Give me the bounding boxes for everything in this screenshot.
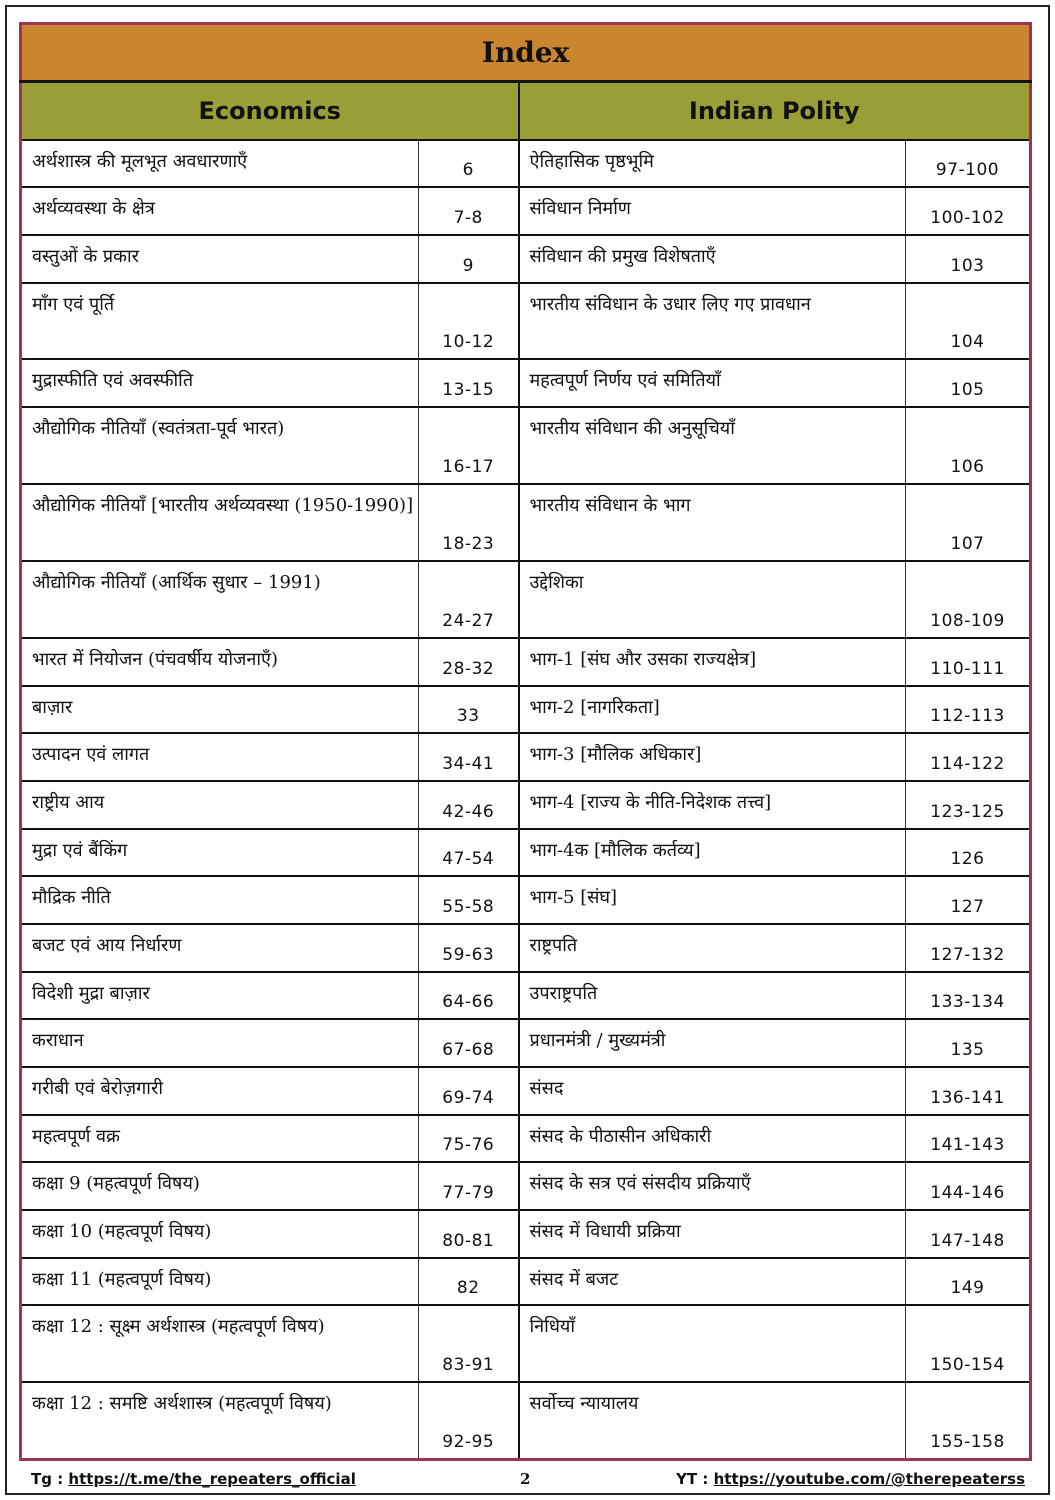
economics-page: 9	[419, 235, 519, 283]
economics-topic: राष्ट्रीय आय	[21, 781, 419, 829]
economics-topic: कक्षा 10 (महत्वपूर्ण विषय)	[21, 1210, 419, 1258]
economics-topic: अर्थशास्त्र की मूलभूत अवधारणाएँ	[21, 140, 419, 188]
index-row	[21, 1305, 1031, 1382]
polity-page: 133-134	[906, 972, 1031, 1020]
economics-page: 55-58	[419, 876, 519, 924]
index-row	[21, 972, 1031, 1020]
polity-topic: संसद में बजट	[519, 1258, 906, 1306]
index-title: Index	[21, 24, 1031, 82]
economics-page: 75-76	[419, 1115, 519, 1163]
polity-topic: संसद में विधायी प्रक्रिया	[519, 1210, 906, 1258]
index-row	[21, 1067, 1031, 1115]
polity-page: 126	[906, 829, 1031, 877]
economics-page: 64-66	[419, 972, 519, 1020]
index-row	[21, 283, 1031, 360]
economics-topic: कक्षा 9 (महत्वपूर्ण विषय)	[21, 1162, 419, 1210]
polity-topic: राष्ट्रपति	[519, 924, 906, 972]
economics-topic: मुद्रा एवं बैंकिंग	[21, 829, 419, 877]
economics-page: 34-41	[419, 733, 519, 781]
index-row	[21, 781, 1031, 829]
economics-topic: महत्वपूर्ण वक्र	[21, 1115, 419, 1163]
polity-topic: संविधान की प्रमुख विशेषताएँ	[519, 235, 906, 283]
economics-page: 42-46	[419, 781, 519, 829]
economics-page: 33	[419, 686, 519, 734]
index-row	[21, 187, 1031, 235]
economics-topic: औद्योगिक नीतियाँ [भारतीय अर्थव्यवस्था (1950-1990)]	[21, 484, 419, 561]
polity-page: 103	[906, 235, 1031, 283]
index-body	[21, 140, 1031, 1460]
polity-page: 123-125	[906, 781, 1031, 829]
economics-page: 13-15	[419, 359, 519, 407]
index-row	[21, 924, 1031, 972]
index-row	[21, 484, 1031, 561]
economics-page: 77-79	[419, 1162, 519, 1210]
footer	[0, 1468, 1055, 1492]
economics-page: 69-74	[419, 1067, 519, 1115]
polity-topic: भारतीय संविधान के भाग	[519, 484, 906, 561]
polity-page: 107	[906, 484, 1031, 561]
polity-topic: निधियाँ	[519, 1305, 906, 1382]
economics-header: Economics	[21, 82, 519, 140]
index-row	[21, 1258, 1031, 1306]
index-row	[21, 829, 1031, 877]
economics-topic: अर्थव्यवस्था के क्षेत्र	[21, 187, 419, 235]
index-row	[21, 1115, 1031, 1163]
telegram-label: Tg :	[31, 1470, 69, 1488]
polity-page: 104	[906, 283, 1031, 360]
telegram-credit	[31, 1470, 356, 1488]
index-row	[21, 733, 1031, 781]
polity-topic: उपराष्ट्रपति	[519, 972, 906, 1020]
polity-page: 149	[906, 1258, 1031, 1306]
economics-page: 83-91	[419, 1305, 519, 1382]
index-row	[21, 235, 1031, 283]
polity-topic: भाग-2 [नागरिकता]	[519, 686, 906, 734]
index-row	[21, 359, 1031, 407]
polity-topic: संसद	[519, 1067, 906, 1115]
polity-topic: सर्वोच्च न्यायालय	[519, 1382, 906, 1459]
polity-topic: भाग-3 [मौलिक अधिकार]	[519, 733, 906, 781]
index-table	[19, 22, 1032, 1461]
economics-page: 7-8	[419, 187, 519, 235]
economics-topic: माँग एवं पूर्ति	[21, 283, 419, 360]
polity-page: 127-132	[906, 924, 1031, 972]
polity-page: 147-148	[906, 1210, 1031, 1258]
polity-topic: संसद के सत्र एवं संसदीय प्रक्रियाएँ	[519, 1162, 906, 1210]
polity-topic: प्रधानमंत्री / मुख्यमंत्री	[519, 1019, 906, 1067]
economics-page: 16-17	[419, 407, 519, 484]
polity-topic: भारतीय संविधान के उधार लिए गए प्रावधान	[519, 283, 906, 360]
index-row	[21, 1162, 1031, 1210]
polity-topic: संविधान निर्माण	[519, 187, 906, 235]
polity-page: 106	[906, 407, 1031, 484]
polity-topic: भाग-1 [संघ और उसका राज्यक्षेत्र]	[519, 638, 906, 686]
polity-topic: ऐतिहासिक पृष्ठभूमि	[519, 140, 906, 188]
economics-topic: वस्तुओं के प्रकार	[21, 235, 419, 283]
economics-topic: कक्षा 12 : समष्टि अर्थशास्त्र (महत्वपूर्ण विषय)	[21, 1382, 419, 1459]
index-row	[21, 686, 1031, 734]
economics-page: 28-32	[419, 638, 519, 686]
polity-page: 136-141	[906, 1067, 1031, 1115]
index-row	[21, 1019, 1031, 1067]
indian-polity-header: Indian Polity	[519, 82, 1031, 140]
polity-page: 150-154	[906, 1305, 1031, 1382]
economics-topic: गरीबी एवं बेरोज़गारी	[21, 1067, 419, 1115]
economics-page: 59-63	[419, 924, 519, 972]
polity-page: 114-122	[906, 733, 1031, 781]
economics-topic: औद्योगिक नीतियाँ (स्वतंत्रता-पूर्व भारत)	[21, 407, 419, 484]
economics-topic: भारत में नियोजन (पंचवर्षीय योजनाएँ)	[21, 638, 419, 686]
economics-page: 18-23	[419, 484, 519, 561]
index-row	[21, 1382, 1031, 1459]
economics-page: 6	[419, 140, 519, 188]
economics-topic: कराधान	[21, 1019, 419, 1067]
polity-topic: भारतीय संविधान की अनुसूचियाँ	[519, 407, 906, 484]
polity-topic: उद्देशिका	[519, 561, 906, 638]
economics-page: 80-81	[419, 1210, 519, 1258]
economics-topic: मुद्रास्फीति एवं अवस्फीति	[21, 359, 419, 407]
page-number: 2	[520, 1470, 531, 1488]
economics-topic: बजट एवं आय निर्धारण	[21, 924, 419, 972]
polity-page: 155-158	[906, 1382, 1031, 1459]
polity-topic: भाग-4क [मौलिक कर्तव्य]	[519, 829, 906, 877]
polity-page: 105	[906, 359, 1031, 407]
index-row	[21, 561, 1031, 638]
economics-topic: मौद्रिक नीति	[21, 876, 419, 924]
economics-topic: उत्पादन एवं लागत	[21, 733, 419, 781]
youtube-label: YT :	[676, 1470, 714, 1488]
polity-page: 100-102	[906, 187, 1031, 235]
youtube-credit	[676, 1470, 1025, 1488]
economics-topic: विदेशी मुद्रा बाज़ार	[21, 972, 419, 1020]
polity-topic: महत्वपूर्ण निर्णय एवं समितियाँ	[519, 359, 906, 407]
economics-topic: बाज़ार	[21, 686, 419, 734]
polity-page: 135	[906, 1019, 1031, 1067]
index-row	[21, 876, 1031, 924]
economics-page: 24-27	[419, 561, 519, 638]
index-row	[21, 407, 1031, 484]
economics-page: 10-12	[419, 283, 519, 360]
economics-page: 92-95	[419, 1382, 519, 1459]
economics-topic: कक्षा 11 (महत्वपूर्ण विषय)	[21, 1258, 419, 1306]
polity-topic: भाग-4 [राज्य के नीति-निदेशक तत्त्व]	[519, 781, 906, 829]
telegram-link[interactable]: https://t.me/the_repeaters_official	[68, 1470, 356, 1488]
economics-topic: कक्षा 12 : सूक्ष्म अर्थशास्त्र (महत्वपूर्ण विषय)	[21, 1305, 419, 1382]
economics-topic: औद्योगिक नीतियाँ (आर्थिक सुधार – 1991)	[21, 561, 419, 638]
economics-page: 47-54	[419, 829, 519, 877]
index-row	[21, 638, 1031, 686]
polity-page: 141-143	[906, 1115, 1031, 1163]
economics-page: 82	[419, 1258, 519, 1306]
polity-topic: संसद के पीठासीन अधिकारी	[519, 1115, 906, 1163]
polity-page: 144-146	[906, 1162, 1031, 1210]
polity-page: 110-111	[906, 638, 1031, 686]
economics-page: 67-68	[419, 1019, 519, 1067]
index-row	[21, 1210, 1031, 1258]
index-row	[21, 140, 1031, 188]
youtube-link[interactable]: https://youtube.com/@therepeaterss	[713, 1470, 1025, 1488]
polity-page: 97-100	[906, 140, 1031, 188]
polity-page: 112-113	[906, 686, 1031, 734]
polity-page: 127	[906, 876, 1031, 924]
polity-topic: भाग-5 [संघ]	[519, 876, 906, 924]
polity-page: 108-109	[906, 561, 1031, 638]
